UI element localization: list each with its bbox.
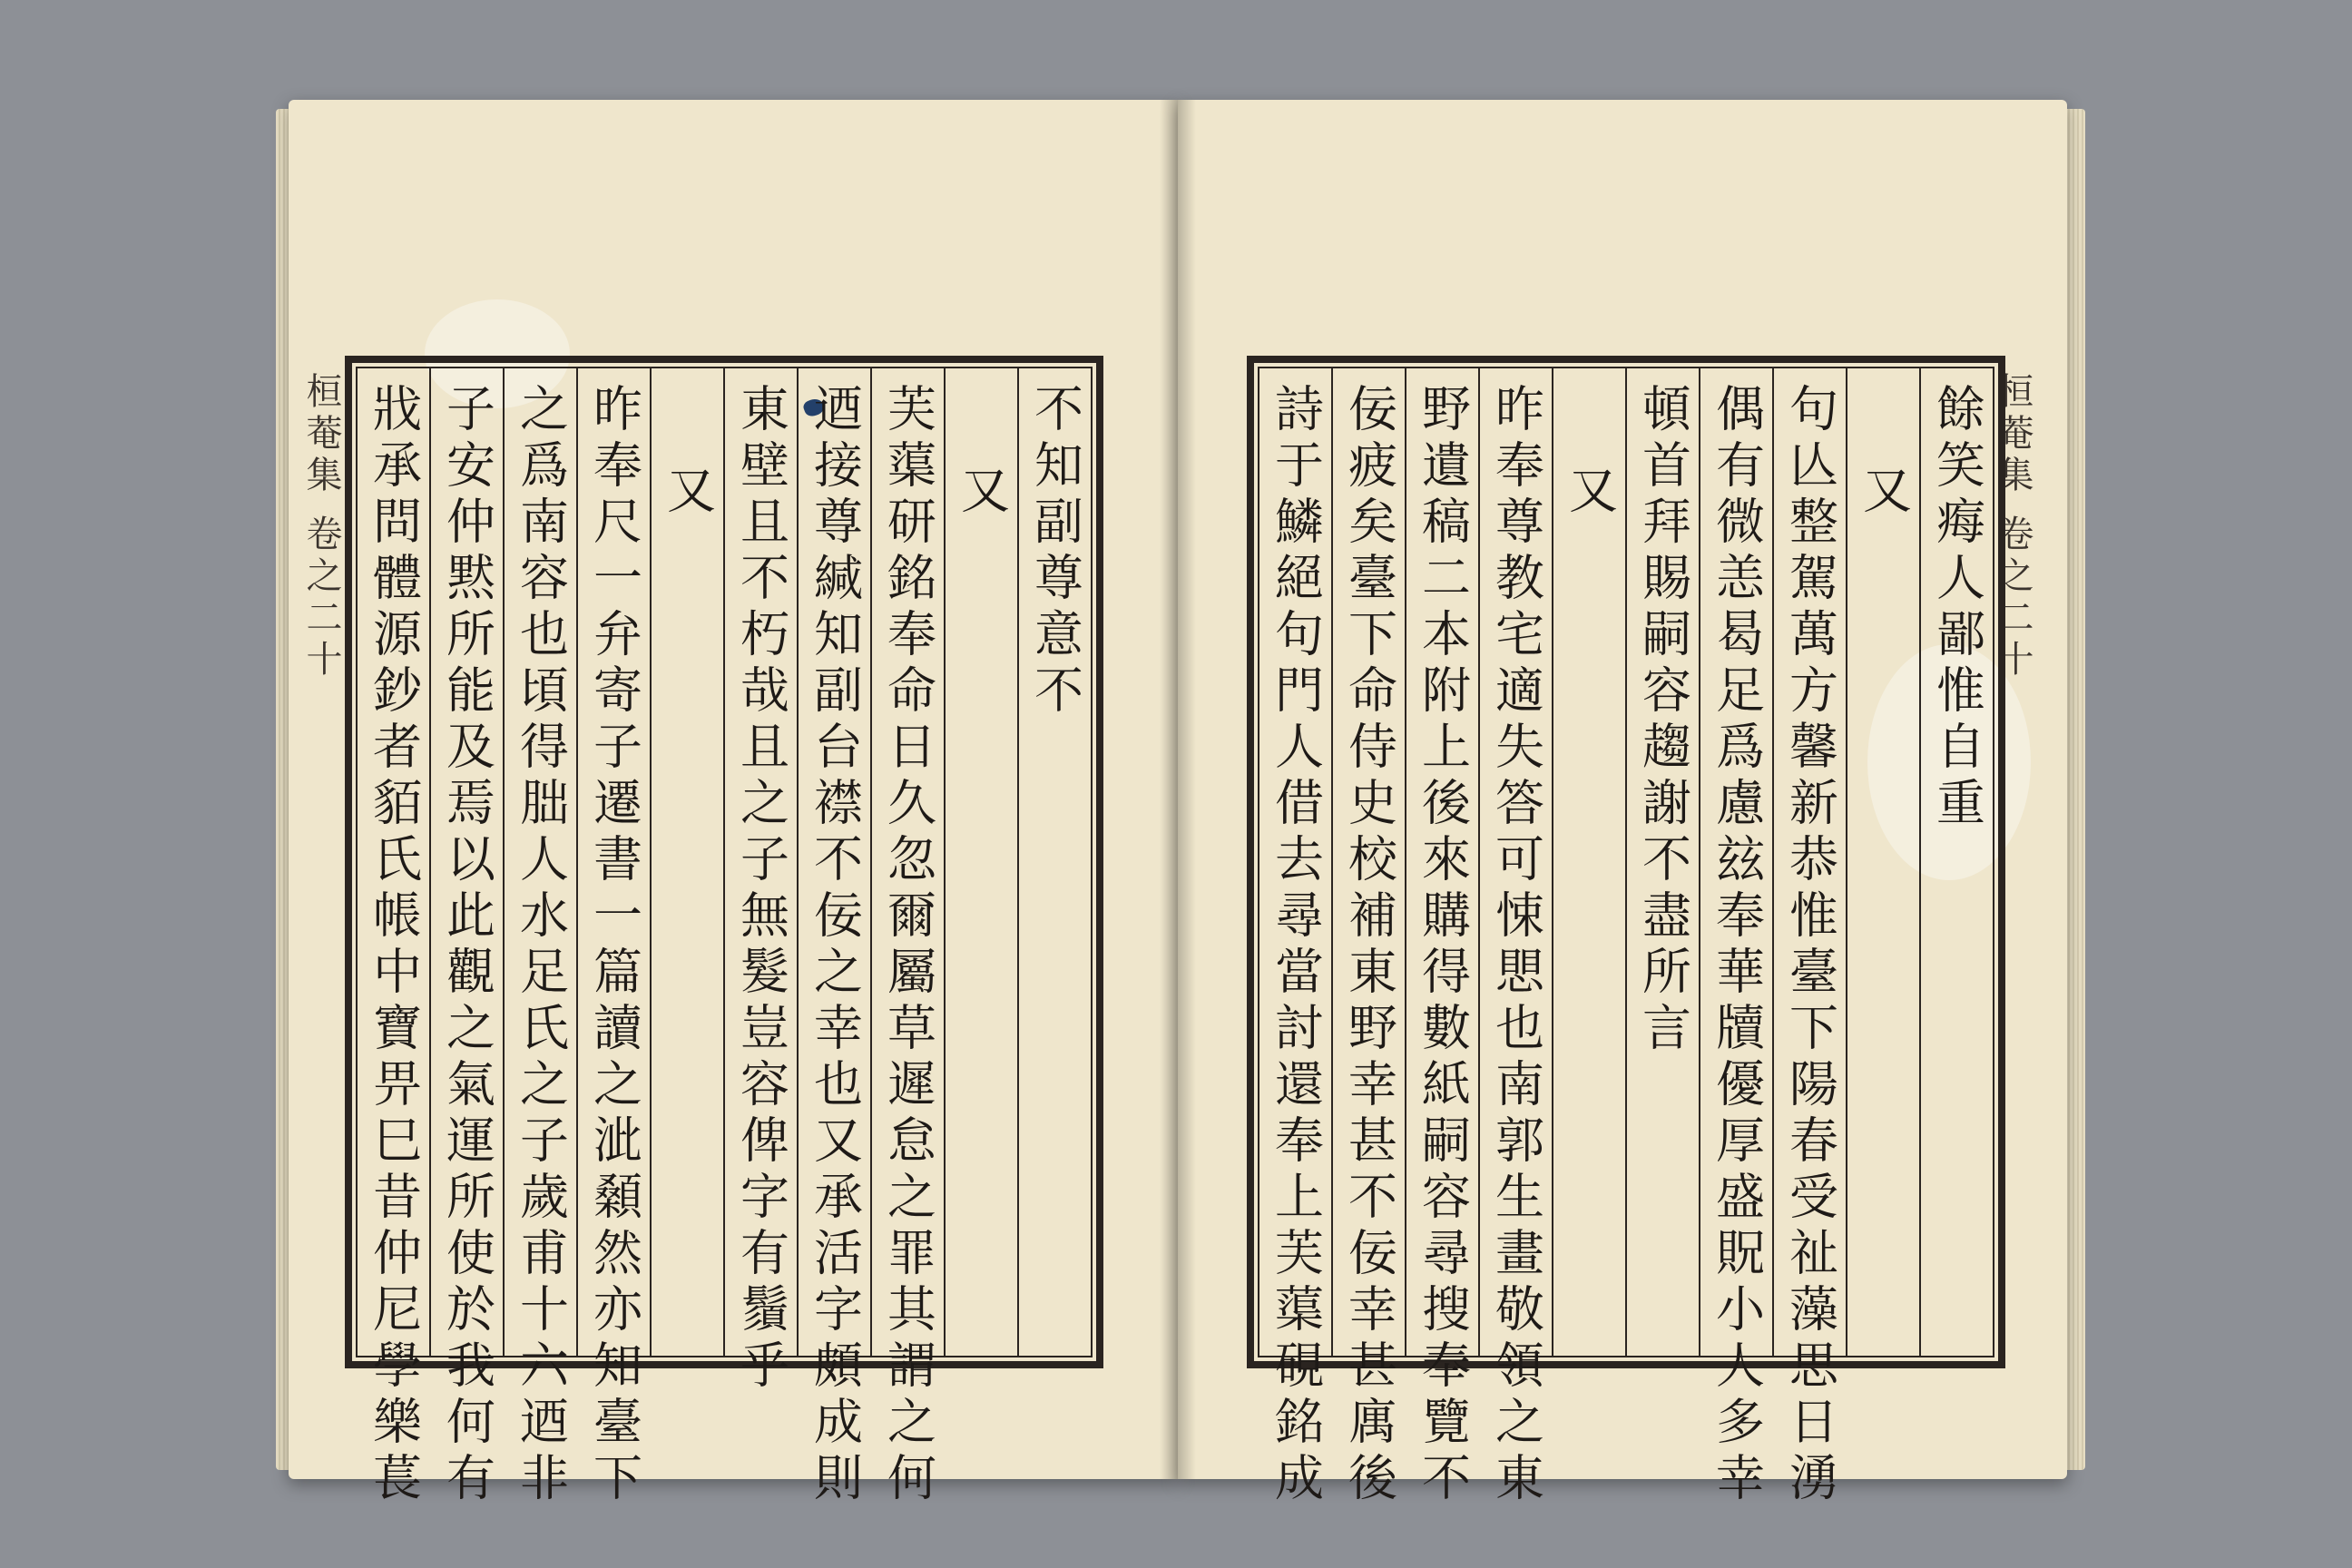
text-column xyxy=(1625,368,1699,1356)
left-page xyxy=(289,100,1178,1508)
book-spread xyxy=(289,100,2067,1508)
text-line: 昨奉尺一弁寄子遷書一篇讀之泚顙然亦知臺下 xyxy=(585,383,643,1508)
left-column-grid xyxy=(356,367,1093,1508)
left-text-block xyxy=(345,356,1103,1508)
text-line: 之爲南容也頃得朏人水足氏之子歲甫十六迺非 xyxy=(512,383,570,1508)
section-heading: 又 xyxy=(953,465,1011,521)
text-line: 偶有微恙曷足爲慮玆奉華牘優厚盛貺小人多幸 xyxy=(1708,383,1766,1508)
text-line: 東壁且不朽哉且之子無髮豈容俾字有鬚乎 xyxy=(732,383,790,1396)
text-line: 頓首拜賜嗣容趨謝不盡所言 xyxy=(1634,383,1692,1058)
text-line: 詩于鱗絕句門人借去尋當討還奉上芙蕖硯銘成 xyxy=(1267,383,1325,1508)
text-line: 子安仲黙所能及焉以此觀之氣運所使於我何有 xyxy=(438,383,496,1508)
right-margin-title: 桓菴集 卷之二十 xyxy=(1992,372,2034,681)
text-line: 句亾整駕萬方馨新恭惟臺下陽春受祉藻思日湧 xyxy=(1781,383,1839,1508)
text-line: 迺接尊緘知副台襟不佞之幸也又承活字頗成則 xyxy=(806,383,864,1508)
text-column xyxy=(650,368,723,1356)
left-margin-title: 桓菴集 卷之二十 xyxy=(300,372,342,681)
text-column xyxy=(870,368,944,1508)
text-column xyxy=(1405,368,1478,1508)
right-column-grid xyxy=(1258,367,1994,1508)
text-line: 餘笑痗人鄙惟自重 xyxy=(1928,383,1986,833)
section-heading: 又 xyxy=(659,465,717,521)
text-line: 佞疲矣臺下命侍史校補東野幸甚不佞幸甚庽後 xyxy=(1340,383,1398,1508)
text-column xyxy=(1699,368,1772,1508)
text-column xyxy=(358,368,429,1508)
text-line: 不知副尊意不 xyxy=(1026,383,1084,720)
text-column xyxy=(429,368,503,1508)
text-line: 芙蕖研銘奉命日久忽爾屬草遲怠之罪其謂之何 xyxy=(879,383,937,1508)
text-column xyxy=(576,368,650,1508)
text-line: 野遺稿二本附上後來購得數紙嗣容尋搜奉覽不 xyxy=(1414,383,1472,1508)
book-gutter xyxy=(1160,100,1196,1479)
text-column xyxy=(944,368,1017,1356)
text-column xyxy=(1331,368,1405,1508)
text-column xyxy=(723,368,797,1396)
text-column xyxy=(1478,368,1552,1508)
text-column xyxy=(1772,368,1846,1508)
text-column xyxy=(1919,368,1993,1356)
text-column xyxy=(1846,368,1919,1356)
text-column xyxy=(1552,368,1625,1356)
text-column xyxy=(797,368,870,1508)
section-heading: 又 xyxy=(1561,465,1619,521)
text-column xyxy=(1017,368,1091,1356)
text-column xyxy=(503,368,576,1508)
section-heading: 又 xyxy=(1855,465,1913,521)
right-text-block xyxy=(1247,356,2005,1508)
text-column xyxy=(1259,368,1331,1508)
text-line: 戕承問體源鈔者貊氏帳中寶畀巳昔仲尼學樂萇 xyxy=(365,383,423,1508)
right-page xyxy=(1178,100,2067,1508)
text-line: 昨奉尊教宅適失答可悚愳也南郭生畫敬領之東 xyxy=(1487,383,1545,1508)
